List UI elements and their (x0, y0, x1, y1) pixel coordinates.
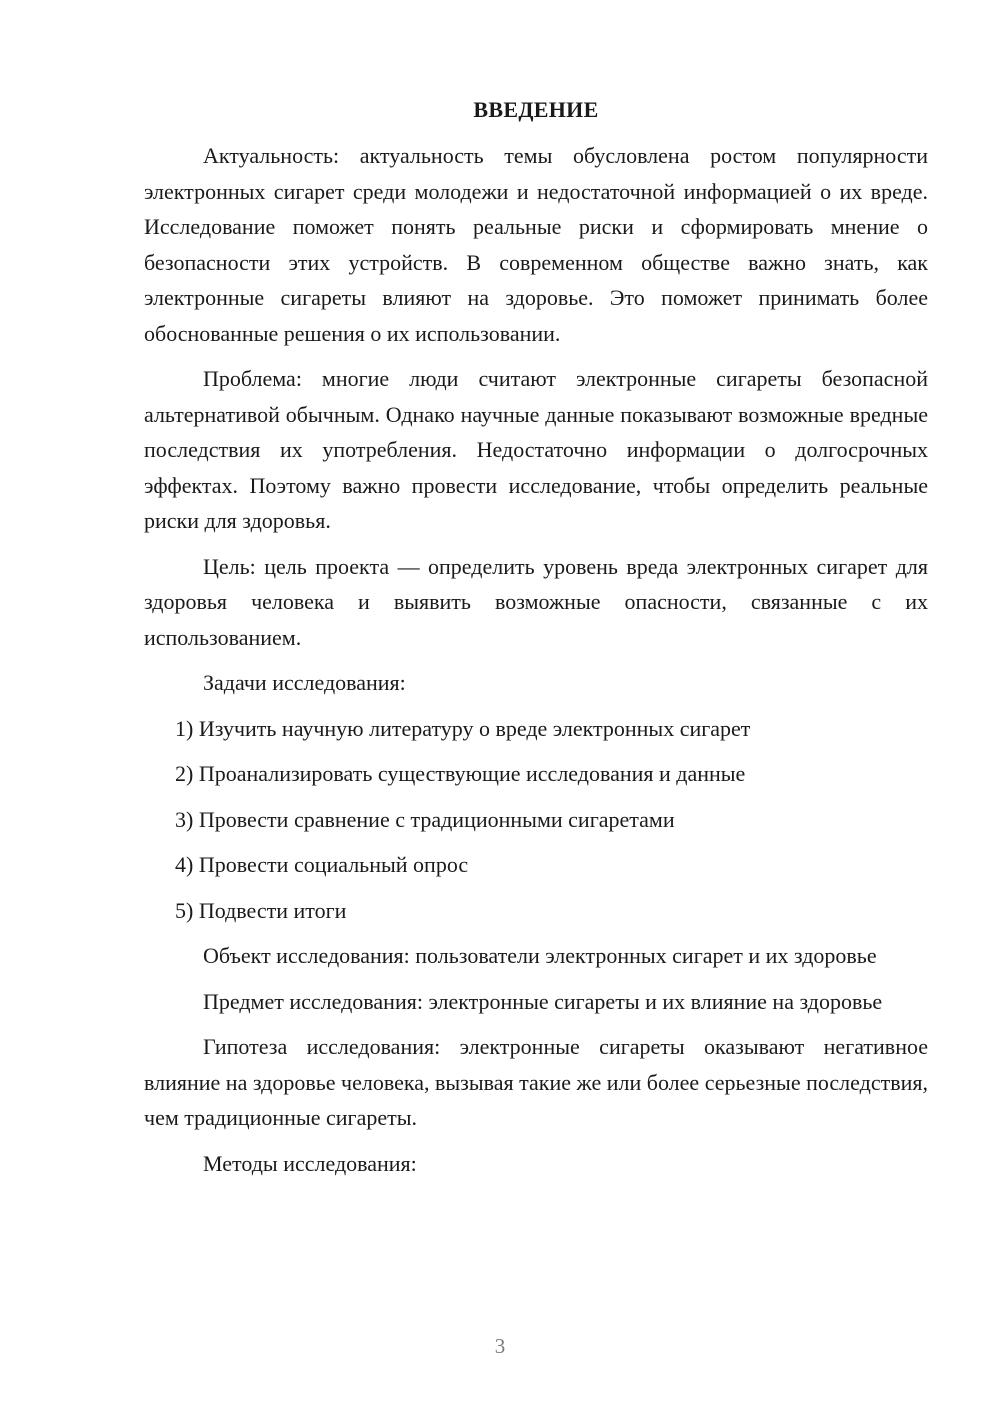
task-item: 3) Провести сравнение с традиционными сигаретами (175, 806, 675, 832)
object-paragraph: Объект исследования: пользователи электронных сигарет и их здоровье (203, 943, 877, 968)
relevance-paragraph: Актуальность: актуальность темы обусловлена ростом популярности электронных сигарет среди молодежи и недостаточной информацией о их вреде. Исследование поможет понять реальные риски и сформировать мнение о безопасности этих устройств. В современном обществе важно знать, как электронные сигареты влияют на здоровье. Это поможет принимать более обоснованные решения о их использовании. (144, 143, 928, 346)
tasks-heading: Задачи исследования: (203, 670, 406, 695)
problem-paragraph: Проблема: многие люди считают электронные сигареты безопасной альтернативой обычным. Однако научные данные показывают возможные вредные последствия их употребления. Недостаточно информации о долгосрочных эффектах. Поэтому важно провести исследование, чтобы определить реальные риски для здоровья. (144, 366, 928, 533)
tasks-list (144, 711, 928, 929)
section-title: ВВЕДЕНИЕ (473, 97, 599, 122)
page-number: 3 (494, 1334, 506, 1358)
methods-paragraph: Методы исследования: (203, 1150, 417, 1176)
document-page (144, 96, 928, 1191)
goal-paragraph: Цель: цель проекта — определить уровень вреда электронных сигарет для здоровья человека и выявить возможные опасности, связанные с их использованием. (144, 553, 928, 650)
task-item: 1) Изучить научную литературу о вреде электронных сигарет (175, 715, 751, 741)
task-item: 5) Подвести итоги (175, 897, 347, 923)
task-item: 4) Провести социальный опрос (175, 852, 469, 877)
task-item: 2) Проанализировать существующие исследования и данные (175, 761, 746, 786)
hypothesis-paragraph: Гипотеза исследования: электронные сигареты оказывают негативное влияние на здоровье человека, вызывая такие же или более серьезные последствия, чем традиционные сигареты. (144, 1034, 928, 1130)
subject-paragraph: Предмет исследования: электронные сигареты и их влияние на здоровье (203, 988, 883, 1014)
